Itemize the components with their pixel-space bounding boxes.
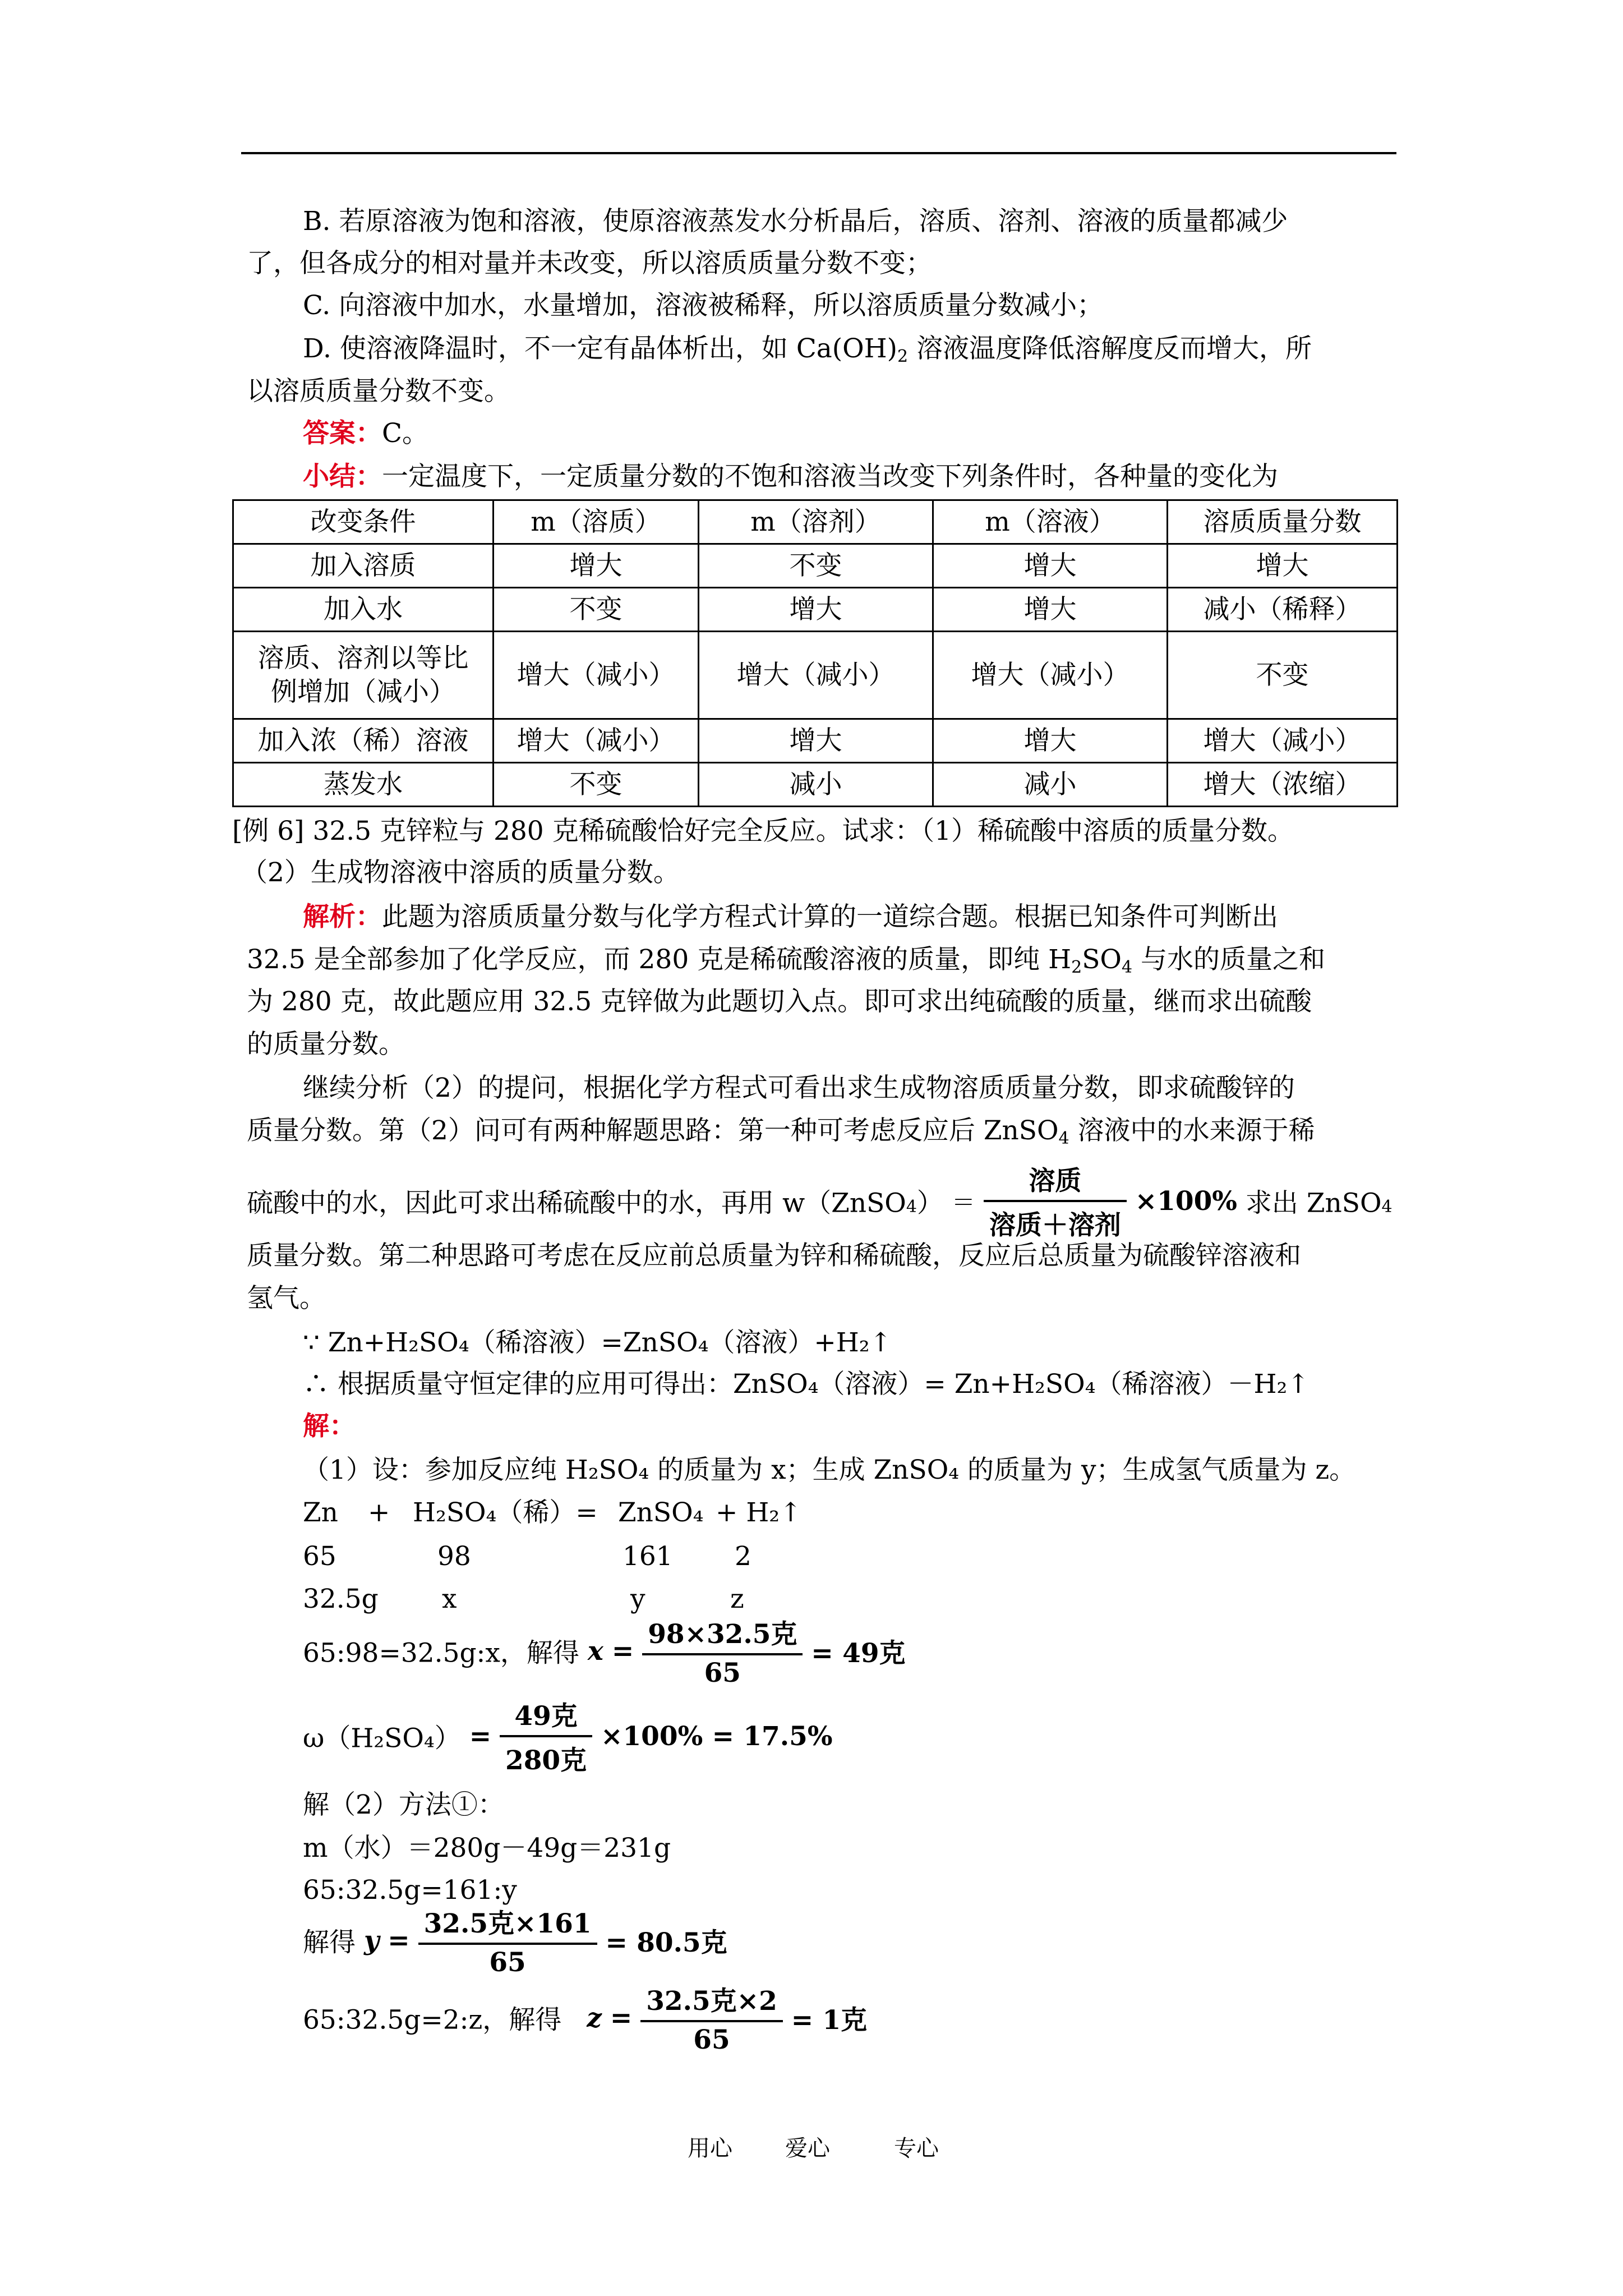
- table-cell: 增大: [699, 588, 933, 632]
- table-cell: 增大（减小）: [1168, 719, 1398, 763]
- equation-zn: Zn: [303, 1497, 338, 1528]
- ratio-y: 65:32.5g=161:y: [303, 1875, 517, 1906]
- mass-z: z: [730, 1584, 744, 1614]
- solution-label: 解：: [303, 1411, 356, 1442]
- equation-h2so4: H₂SO₄（稀）=: [413, 1497, 598, 1528]
- table-cell: 不变: [494, 588, 699, 632]
- table-cell: 增大: [699, 719, 933, 763]
- table-header-cell: m（溶质）: [494, 500, 699, 544]
- table-cell: 减小: [699, 763, 933, 807]
- calc-omega: ω（H₂SO₄） = $\frac{\text{49克}}{\text{280克}}$ ×100% = 17.5%: [303, 1695, 832, 1777]
- mass-y: y: [630, 1584, 645, 1614]
- table-cell: 增大: [1168, 544, 1398, 588]
- analysis-line3: 为 280 克，故此题应用 32.5 克锌做为此题切入点。即可求出纯硫酸的质量，继而求出硫酸: [247, 986, 1312, 1017]
- table-cell: 蒸发水: [233, 763, 494, 807]
- continue-line1: 继续分析（2）的提问，根据化学方程式可看出求生成物溶质质量分数，即求硫酸锌的: [303, 1073, 1295, 1103]
- mass-fraction-formula: $\frac{\text{溶质}}{\text{溶质＋溶剂}}$: [984, 1160, 1127, 1242]
- answer-label: 答案：: [303, 418, 382, 449]
- table-cell: 增大（减小）: [933, 632, 1168, 719]
- analysis-line2: 32.5 是全部参加了化学反应，而 280 克是稀硫酸溶液的质量，即纯 $H_2SO_4$ 与水的质量之和: [247, 944, 1325, 977]
- footer-yongxin: 用心: [688, 2136, 732, 2161]
- table-cell: 增大: [494, 544, 699, 588]
- table-header-cell: 溶质质量分数: [1168, 500, 1398, 544]
- table-cell: 加入水: [233, 588, 494, 632]
- table-cell: 减小（稀释）: [1168, 588, 1398, 632]
- calc-z: 65:32.5g=2:z，解得 z = $\frac{\text{32.5克×2}}{65}$ = 1克: [303, 1980, 867, 2055]
- example6-line1: [例 6] 32.5 克锌粒与 280 克稀硫酸恰好完全反应。试求：（1）稀硫酸中溶质的质量分数。: [232, 816, 1294, 846]
- mass-x: x: [442, 1584, 457, 1614]
- option-c: C. 向溶液中加水，水量增加，溶液被稀释，所以溶质质量分数减小；: [303, 290, 1104, 321]
- table-cell: 减小: [933, 763, 1168, 807]
- continue-line5: 氢气。: [247, 1283, 326, 1314]
- analysis-line4: 的质量分数。: [247, 1029, 405, 1060]
- header-rule: [241, 152, 1396, 154]
- molar-mass-zn: 65: [303, 1541, 336, 1572]
- mass-zn: 32.5g: [303, 1584, 379, 1614]
- option-d-line2: 以溶质质量分数不变。: [247, 376, 510, 407]
- method1-label: 解（2）方法①：: [303, 1789, 504, 1820]
- solution-setup: （1）设：参加反应纯 H₂SO₄ 的质量为 x；生成 ZnSO₄ 的质量为 y；生成氢气质量为 z。: [303, 1455, 1356, 1485]
- molar-mass-h2so4: 98: [437, 1541, 471, 1572]
- table-row: [233, 544, 1398, 588]
- table-cell: 增大: [933, 544, 1168, 588]
- table-header-cell: 改变条件: [233, 500, 494, 544]
- table-cell: 不变: [1168, 632, 1398, 719]
- analysis-label: 解析：: [303, 901, 382, 932]
- because-line: ∵ Zn+H₂SO₄（稀溶液）=ZnSO₄（溶液）+H₂↑: [303, 1327, 892, 1358]
- equation-plus: +: [368, 1497, 390, 1528]
- option-b-line1: B. 若原溶液为饱和溶液，使原溶液蒸发水分析晶后，溶质、溶剂、溶液的质量都减少: [303, 206, 1288, 237]
- example6-line2: （2）生成物溶液中溶质的质量分数。: [241, 857, 680, 888]
- table-cell: 增大（浓缩）: [1168, 763, 1398, 807]
- summary-label: 小结：: [303, 461, 382, 492]
- table-cell: 加入溶质: [233, 544, 494, 588]
- molar-mass-znso4: 161: [623, 1541, 673, 1572]
- answer: 答案：C。: [303, 418, 428, 449]
- table-row: [233, 763, 1398, 807]
- table-cell: 加入浓（稀）溶液: [233, 719, 494, 763]
- footer-aixin: 爱心: [785, 2136, 830, 2161]
- table-cell: 增大（减小）: [494, 719, 699, 763]
- table-row: [233, 719, 1398, 763]
- table-cell: 溶质、溶剂以等比 例增加（减小）: [233, 632, 494, 719]
- table-header-cell: m（溶液）: [933, 500, 1168, 544]
- calc-x: 65:98=32.5g:x，解得 x = $\frac{\text{98×32.5克}}{65}$ = 49克: [303, 1613, 906, 1688]
- therefore-line: ∴ 根据质量守恒定律的应用可得出：ZnSO₄（溶液）= Zn+H₂SO₄（稀溶液）－H₂↑: [303, 1369, 1310, 1400]
- table-cell: 增大: [933, 719, 1168, 763]
- table-cell: 增大（减小）: [699, 632, 933, 719]
- table-cell: 不变: [699, 544, 933, 588]
- equation-znso4: ZnSO₄: [618, 1497, 704, 1528]
- analysis-line1: 解析：此题为溶质质量分数与化学方程式计算的一道综合题。根据已知条件可判断出: [303, 901, 1278, 932]
- change-conditions-table: [232, 499, 1398, 807]
- water-mass: m（水）＝280g－49g＝231g: [303, 1833, 671, 1864]
- footer-zhuanxin: 专心: [894, 2136, 939, 2161]
- continue-line4: 质量分数。第二种思路可考虑在反应前总质量为锌和稀硫酸，反应后总质量为硫酸锌溶液和: [247, 1240, 1301, 1271]
- option-d-line1: D. 使溶液降温时，不一定有晶体析出，如 $Ca(OH)_2$ 溶液温度降低溶解度反而增大，所: [303, 333, 1312, 366]
- table-cell: 不变: [494, 763, 699, 807]
- table-row: [233, 632, 1398, 719]
- table-header-row: [233, 500, 1398, 544]
- calc-y: 解得 y = $\frac{\text{32.5克×161}}{65}$ = 80.5克: [303, 1903, 727, 1978]
- option-b-line2: 了，但各成分的相对量并未改变，所以溶质质量分数不变；: [247, 248, 932, 279]
- table-cell: 增大: [933, 588, 1168, 632]
- table-header-cell: m（溶剂）: [699, 500, 933, 544]
- table-row: [233, 588, 1398, 632]
- continue-line2: 质量分数。第（2）问可有两种解题思路：第一种可考虑反应后 ZnSO$_4$ 溶液中的水来源于稀: [247, 1115, 1315, 1148]
- continue-line3: 硫酸中的水，因此可求出稀硫酸中的水，再用 w（ZnSO$_4$） ＝ $\frac{\text{溶质}}{\text{溶质＋溶剂}}$ ×100% 求出 ZnSO$_4$: [247, 1160, 1393, 1242]
- molar-mass-h2: 2: [735, 1541, 751, 1572]
- table-cell: 增大（减小）: [494, 632, 699, 719]
- equation-h2: + H₂↑: [716, 1497, 802, 1528]
- summary: 小结：一定温度下，一定质量分数的不饱和溶液当改变下列条件时，各种量的变化为: [303, 461, 1278, 492]
